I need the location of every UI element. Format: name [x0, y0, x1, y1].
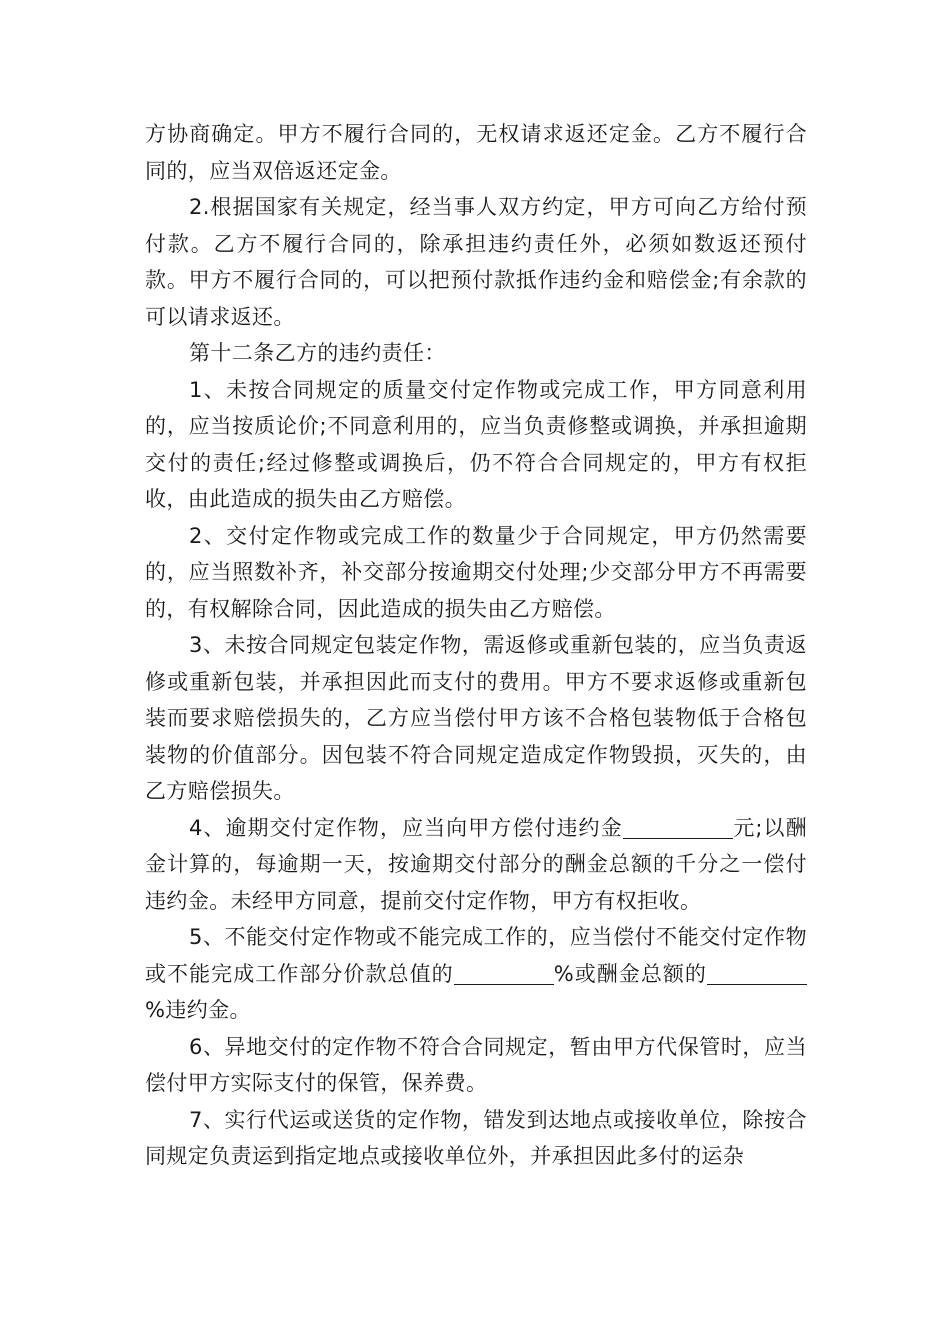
fee-percent-blank — [707, 961, 807, 984]
paragraph-2: 2.根据国家有关规定，经当事人双方约定，甲方可向乙方给付预付款。乙方不履行合同的，除承担违约责任外，必须如数返还预付款。甲方不履行合同的，可以把预付款抵作违约金和赔偿金;有余款的可以请求返还。 — [145, 195, 807, 329]
document-body — [145, 116, 807, 1175]
paragraph-1: 方协商确定。甲方不履行合同的，无权请求返还定金。乙方不履行合同的，应当双倍返还定金。 — [145, 122, 807, 183]
paragraph-clause-4 — [145, 810, 807, 920]
clause-5-text-before: 5、不能交付定作物或不能完成工作的，应当偿付不能交付定作物或不能完成工作部分价款总值的 — [145, 925, 807, 986]
paragraph-clause-2: 2、交付定作物或完成工作的数量少于合同规定，甲方仍然需要的，应当照数补齐，补交部分按逾期交付处理;少交部分甲方不再需要的，有权解除合同，因此造成的损失由乙方赔偿。 — [145, 523, 807, 621]
price-percent-blank — [454, 961, 554, 984]
paragraph-clause-5 — [145, 919, 807, 1029]
penalty-amount-blank — [623, 815, 733, 838]
clause-5-text-middle: %或酬金总额的 — [553, 961, 707, 986]
clause-4-text-before: 4、逾期交付定作物，应当向甲方偿付违约金 — [189, 815, 623, 840]
paragraph-clause-3: 3、未按合同规定包装定作物，需返修或重新包装的，应当负责返修或重新包装，并承担因此而支付的费用。甲方不要求返修或重新包装而要求赔偿损失的，乙方应当偿付甲方该不合格包装物低于合格包装物的价值部分。因包装不符合同规定造成定作物毁损，灭失的，由乙方赔偿损失。 — [145, 633, 807, 803]
paragraph-clause-1: 1、未按合同规定的质量交付定作物或完成工作，甲方同意利用的，应当按质论价;不同意利用的，应当负责修整或调换，并承担逾期交付的责任;经过修整或调换后，仍不符合合同规定的，甲方有权拒收，由此造成的损失由乙方赔偿。 — [145, 377, 807, 511]
paragraph-clause-7: 7、实行代运或送货的定作物，错发到达地点或接收单位，除按合同规定负责运到指定地点或接收单位外，并承担因此多付的运杂 — [145, 1107, 807, 1168]
clause-5-text-after: %违约金。 — [145, 998, 251, 1022]
paragraph-clause-6: 6、异地交付的定作物不符合合同规定，暂由甲方代保管时，应当偿付甲方实际支付的保管，保养费。 — [145, 1034, 807, 1095]
section-heading-article-12: 第十二条乙方的违约责任： — [189, 341, 446, 365]
clause-4-text-after: 元;以酬金计算的，每逾期一天，按逾期交付部分的酬金总额的千分之一偿付违约金。未经甲方同意，提前交付定作物，甲方有权拒收。 — [145, 815, 807, 913]
